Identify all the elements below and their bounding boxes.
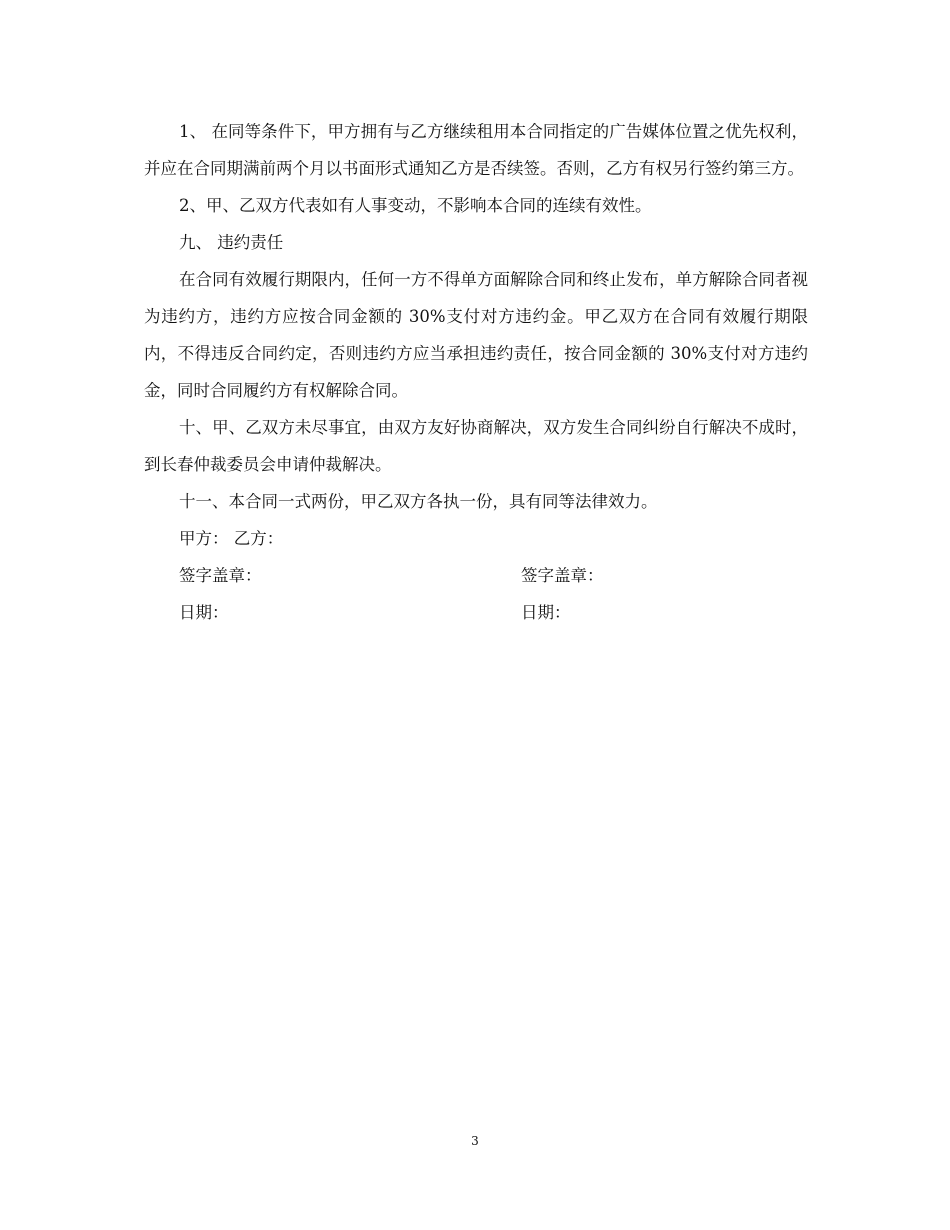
party-a-signature-label: 签字盖章： xyxy=(179,566,262,585)
clause-dispute-resolution: 十、甲、乙双方未尽事宜，由双方友好协商解决，双方发生合同纠纷自行解决不成时，到长春仲裁委员会申请仲裁解决。 xyxy=(144,418,808,474)
clause-personnel-change: 2、甲、乙双方代表如有人事变动，不影响本合同的连续有效性。 xyxy=(179,196,652,215)
party-a-date-label: 日期： xyxy=(179,603,229,622)
clause-breach-liability: 在合同有效履行期限内，任何一方不得单方面解除合同和终止发布，单方解除合同者视为违约方，违约方应按合同金额的 30%支付对方违约金。甲乙双方在合同有效履行期限内，不得违反合同约定，否则违约方应当承担违约责任，按合同金额的 30%支付对方违约金，同时合同履约方有权解除合同。 xyxy=(144,270,808,400)
signature-row xyxy=(144,557,808,594)
party-labels: 甲方： 乙方： xyxy=(179,529,284,548)
page-number: 3 xyxy=(471,1134,479,1148)
clause-renewal-priority: 1、 在同等条件下，甲方拥有与乙方继续租用本合同指定的广告媒体位置之优先权利，并应在合同期满前两个月以书面形式通知乙方是否续签。否则，乙方有权另行签约第三方。 xyxy=(144,122,808,178)
date-row xyxy=(144,594,808,631)
party-b-date-label: 日期： xyxy=(521,603,571,622)
section-heading-breach: 九、 违约责任 xyxy=(179,233,284,252)
party-b-signature-label: 签字盖章： xyxy=(521,566,604,585)
document-body xyxy=(144,113,808,631)
clause-copies: 十一、本合同一式两份，甲乙双方各执一份，具有同等法律效力。 xyxy=(179,492,658,511)
